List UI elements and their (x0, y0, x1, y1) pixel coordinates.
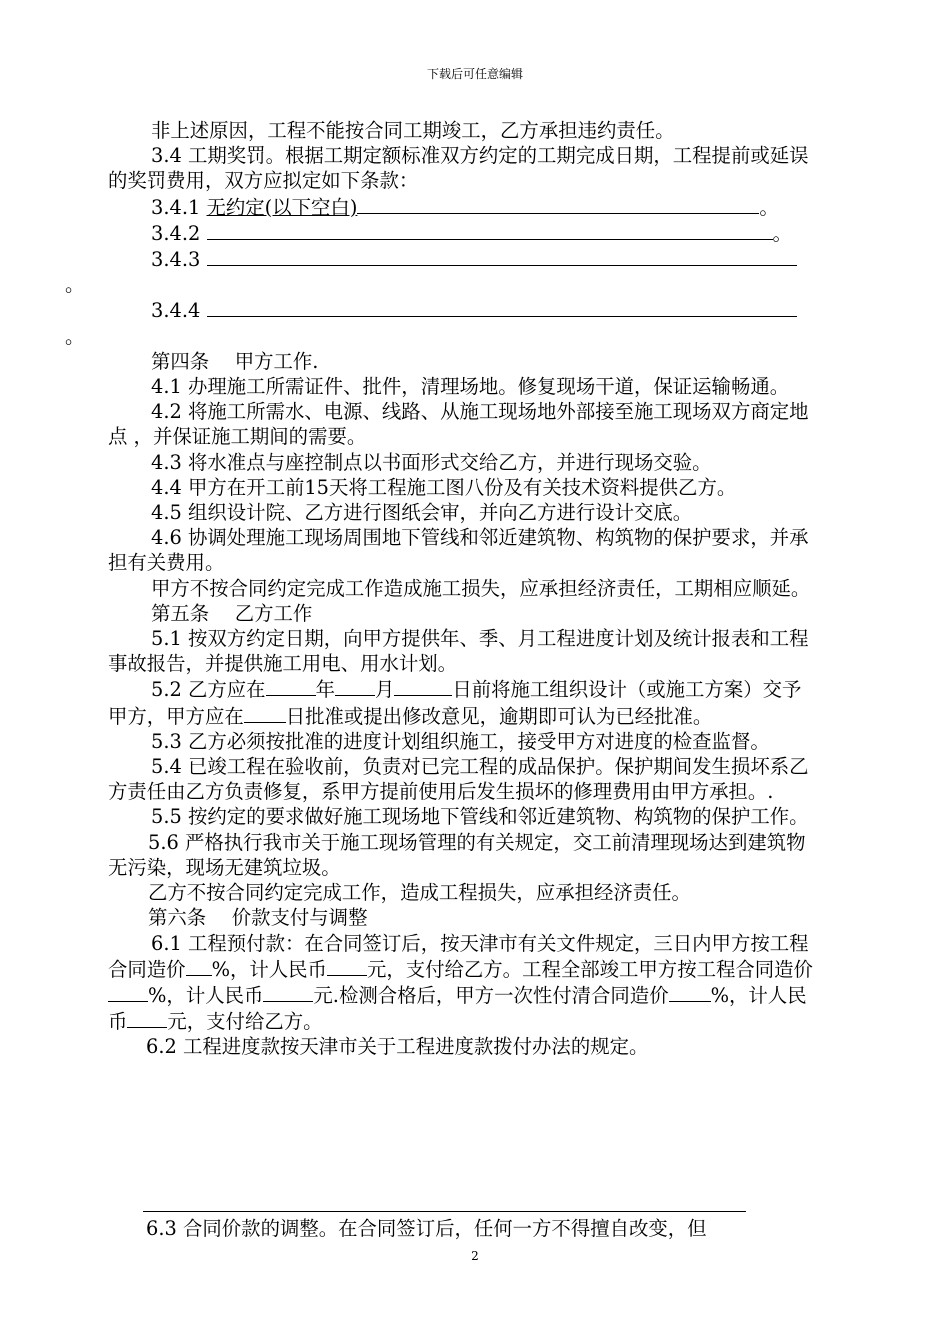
paragraph-4-3: 4.3 将水准点与座控制点以书面形式交给乙方，并进行现场交验。 (151, 450, 712, 474)
blank-day (394, 676, 452, 696)
article-6-heading: 第六条 价款支付与调整 (148, 906, 368, 930)
paragraph-5-4: 5.4 已竣工程在验收前，负责对已完工程的成品保护。保护期间发生损坏系乙方责任由乙方负责修复，系甲方提前使用后发生损坏的修理费用由甲方承担。. (108, 755, 809, 804)
clause-3-4-3 (65, 246, 820, 297)
page-number: 2 (471, 1249, 479, 1263)
paragraph-5-1: 5.1 按双方约定日期，向甲方提供年、季、月工程进度计划及统计报表和工程事故报告，并提供施工用电、用水计划。 (108, 627, 809, 676)
blank-line (357, 194, 759, 214)
clause-number: 3.4.2 (151, 221, 207, 245)
text: 日批准或提出修改意见，逾期即可认为已经批准。 (285, 704, 713, 728)
clause-3-4-4 (65, 297, 820, 348)
blank-line (207, 297, 797, 317)
blank-amount (127, 1008, 167, 1028)
paragraph-5-6: 5.6 严格执行我市关于施工现场管理的有关规定，交工前清理现场达到建筑物无污染，现场无建筑垃圾。 (108, 830, 806, 879)
clause-fill-text: 无约定(以下空白) (206, 195, 358, 219)
blank-amount (327, 956, 367, 976)
text: %，计人民币 (148, 983, 264, 1007)
document-body-continued (108, 1216, 820, 1241)
paragraph-5-3: 5.3 乙方必须按批准的进度计划组织施工，接受甲方对进度的检查监督。 (151, 729, 770, 753)
page-header: 下载后可任意编辑 (426, 67, 523, 81)
period: 。 (759, 195, 779, 219)
blank-year (266, 676, 316, 696)
blank-percent (186, 956, 212, 976)
period: 。 (65, 324, 85, 348)
paragraph: 非上述原因，工程不能按合同工期竣工，乙方承担违约责任。 (151, 119, 675, 142)
document-body (65, 118, 820, 1060)
blank-day (244, 703, 286, 723)
paragraph-6-3: 6.3 合同价款的调整。在合同签订后，任何一方不得擅自改变，但 (146, 1217, 707, 1240)
period: 。 (772, 221, 792, 245)
blank-percent (669, 982, 711, 1002)
paragraph-4-4: 4.4 甲方在开工前15天将工程施工图八份及有关技术资料提供乙方。 (151, 475, 737, 499)
period: 。 (65, 273, 85, 297)
blank-amount (263, 982, 313, 1002)
text: 年 (315, 678, 335, 702)
text: 元.检测合格后，甲方一次性付清合同造价 (313, 983, 669, 1007)
paragraph-4-5: 4.5 组织设计院、乙方进行图纸会审，并向乙方进行设计交底。 (151, 501, 693, 525)
text: %，计人民币 (108, 983, 807, 1034)
clause-number: 3.4.4 (151, 299, 207, 323)
paragraph-3-4: 3.4 工期奖罚。根据工期定额标准双方约定的工期完成日期，工程提前或延误的奖罚费用，双方应拟定如下条款： (108, 144, 809, 193)
paragraph-5-2 (108, 676, 820, 728)
paragraph-5-liability: 乙方不按合同约定完成工作，造成工程损失，应承担经济责任。 (148, 881, 691, 905)
blank-month (335, 676, 375, 696)
text: 月 (374, 678, 395, 702)
text: 5.2 乙方应在 (151, 678, 266, 702)
paragraph-4-1: 4.1 办理施工所需证件、批件，清理场地。修复现场干道，保证运输畅通。 (151, 375, 790, 399)
text: %，计人民币 (211, 957, 327, 981)
clause-3-4-1 (108, 194, 820, 220)
paragraph-6-2: 6.2 工程进度款按天津市关于工程进度款拨付办法的规定。 (146, 1035, 649, 1059)
article-5-heading: 第五条 乙方工作 (151, 601, 313, 625)
text: 元，支付给乙方。工程全部竣工甲方按工程合同造价 (366, 957, 813, 981)
clause-number: 3.4.3 (151, 248, 207, 272)
clause-3-4-2 (108, 220, 820, 246)
text: 日前将施工组织设计（或施工方案）交予甲方，甲方应在 (108, 678, 802, 728)
text: 6.1 工程预付款：在合同签订后，按天津市有关文件规定，三日内甲方按工程合同造价 (108, 931, 809, 981)
paragraph-6-1 (108, 931, 820, 1035)
blank-line (207, 246, 797, 266)
horizontal-rule (143, 1211, 746, 1212)
paragraph-4-liability: 甲方不按合同约定完成工作造成施工损失，应承担经济责任，工期相应顺延。 (151, 576, 811, 600)
blank-line (207, 220, 773, 240)
clause-number: 3.4.1 (151, 195, 207, 219)
paragraph-5-5: 5.5 按约定的要求做好施工现场地下管线和邻近建筑物、构筑物的保护工作。 (151, 805, 809, 829)
blank-percent (108, 982, 148, 1002)
text: 元，支付给乙方。 (167, 1010, 323, 1034)
paragraph-4-2: 4.2 将施工所需水、电源、线路、从施工现场地外部接至施工现场双方商定地点 ，并保证施工期间的需要。 (108, 400, 809, 449)
article-4-heading: 第四条 甲方工作. (151, 349, 319, 373)
paragraph-4-6: 4.6 协调处理施工现场周围地下管线和邻近建筑物、构筑物的保护要求，并承担有关费用。 (108, 526, 809, 575)
